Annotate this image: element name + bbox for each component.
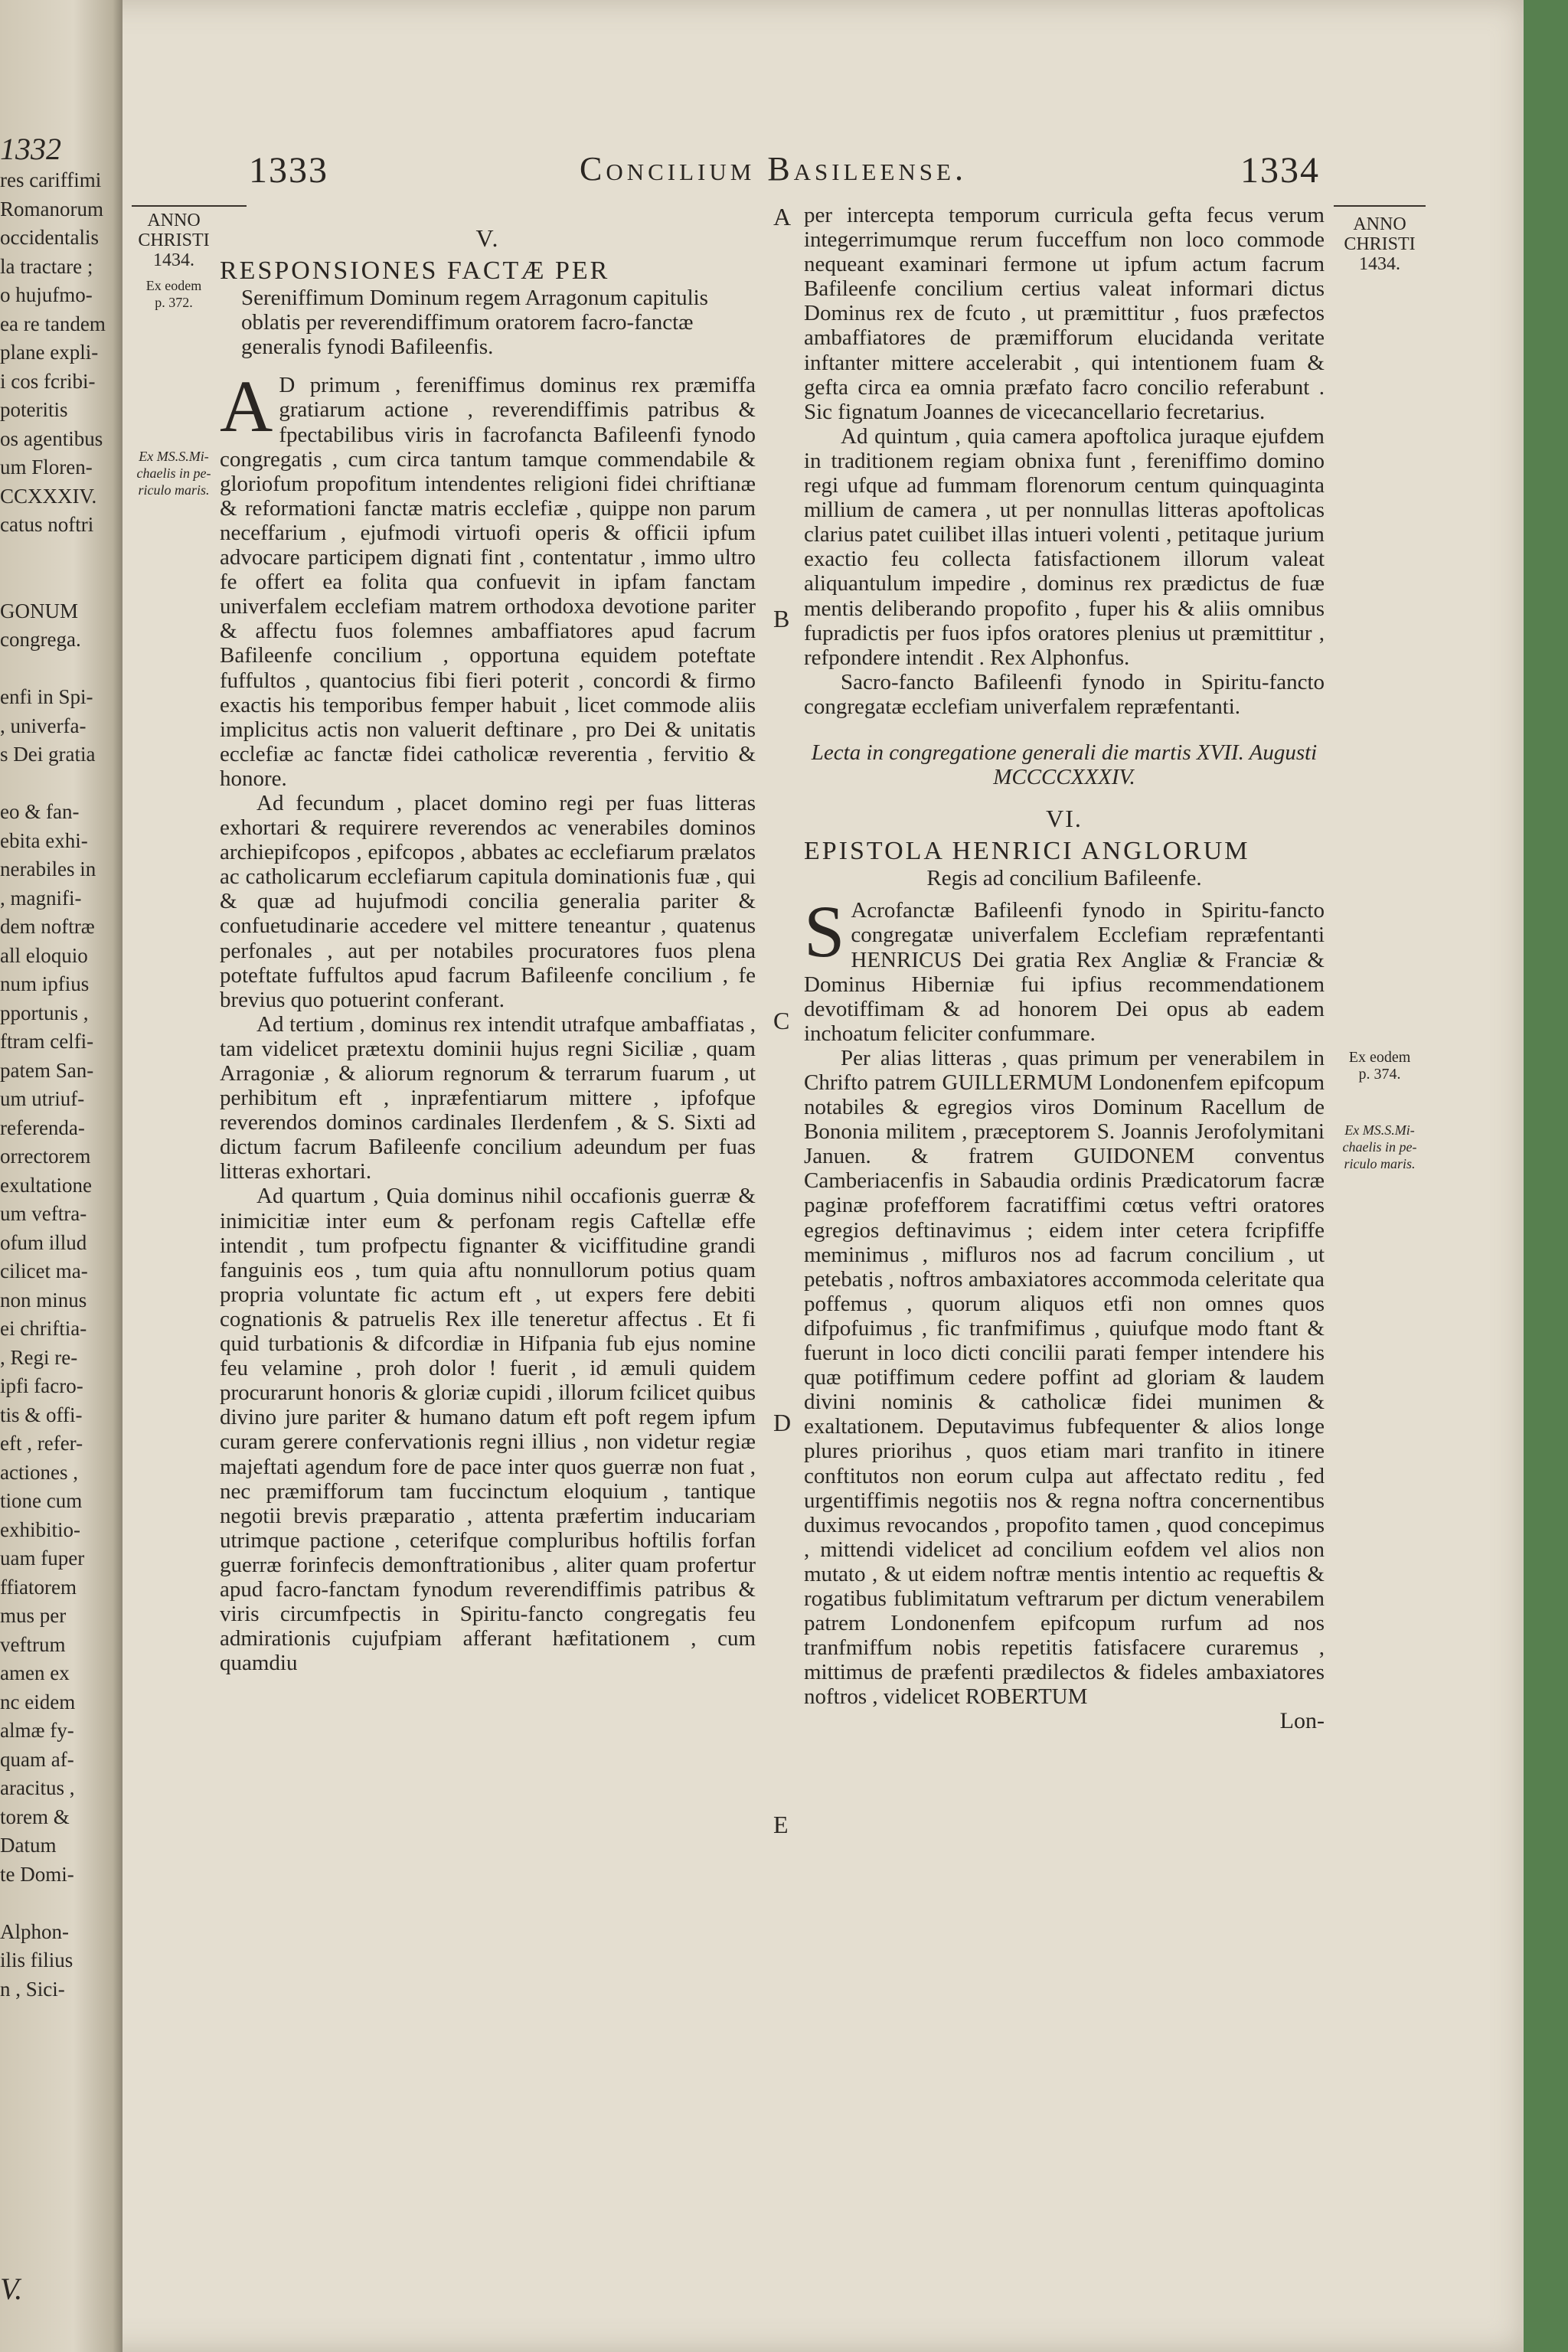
ex-eodem-left: Ex eodem p. 372. [145, 278, 202, 310]
section-subtitle-epistola: Regis ad concilium Bafileenfe. [926, 866, 1202, 891]
paragraph: Ad tertium , dominus rex intendit utrafque ambaffiatas , tam videlicet prætextu dominii hujus regni Siciliæ , quam Arragoniæ , & aliorum regnorum & terrarum fuarum , ut perhibitum eft , inpræfentiarum mittere , ipfofque reverendos dominos cardinales Ilerdenfem , & S. Sixti ad dictum facrum Bafileenfe concilium adeundum per fuas litteras exhortari. [220, 1011, 756, 1184]
drop-capital: S [804, 890, 845, 973]
margin-rule-right [1334, 205, 1426, 207]
section-title-epistola: EPISTOLA HENRICI ANGLORUM [804, 837, 1250, 866]
section-number-v: V. [475, 224, 500, 252]
facing-page-line: um veftra- [0, 1202, 87, 1225]
manuscript-source-right: Ex MS.S.Mi- chaelis in pe- riculo maris. [1342, 1122, 1417, 1171]
right-column [804, 203, 1325, 1734]
facing-page-line: res cariffimi [0, 168, 102, 191]
paragraph: per intercepta temporum curricula gefta fecus verum integerrimumque rerum fucceffum non loco commode nequeant examinari fermone ut ipfum actum facrum Bafileenfe concilium certius valeat informari dictus Dominus rex de fcuto , ut præmittitur , fuos præfectos ambaffiatores de præmifforum elucidanda veritate inftanter mittere accelerabit , qui intentionem fuam & gefta circa ea omnia præfato facro concilio referabunt . Sic fignatum Joannes de vicecancellario fecretarius. [804, 203, 1325, 424]
facing-page-line: poteritis [0, 398, 68, 421]
facing-page-number: 1332 [0, 138, 61, 161]
facing-page-line: num ipfius [0, 972, 90, 995]
section-subtitle-responsiones: Sereniffimum Dominum regem Arragonum capitulis oblatis per reverendiffimum oratorem facro-fanctæ generalis fynodi Bafileenfis. [241, 286, 708, 360]
section-letter-a: A [773, 203, 792, 230]
facing-page-line: ilis filius [0, 1949, 74, 1971]
catchword: Lon- [1279, 1708, 1325, 1734]
facing-page-line: uam fuper [0, 1547, 85, 1570]
lecta-note: Lecta in congregatione generali die martis XVII. Augusti MCCCCXXXIV. [811, 740, 1318, 790]
section-letter-c: C [773, 1007, 790, 1034]
margin-rule-left [132, 205, 247, 207]
facing-page-line: all eloquio [0, 943, 88, 967]
facing-page-line: ffiatorem [0, 1575, 77, 1599]
facing-page-line: , univerfa- [0, 714, 87, 737]
facing-page-line: pportunis , [0, 1001, 89, 1024]
facing-page-line: os agentibus [0, 426, 103, 450]
facing-page-line: Alphon- [0, 1919, 69, 1943]
paragraph: Sacro-fancto Bafileenfi fynodo in Spiritu-fancto congregatæ ecclefiam univerfalem repræfentanti. [804, 669, 1325, 719]
anno-christi-right: ANNO CHRISTI 1434. [1344, 214, 1416, 274]
facing-page-line: o hujufmo- [0, 283, 93, 306]
facing-page-line: , magnifi- [0, 886, 82, 910]
section-letter-d: D [773, 1409, 792, 1436]
facing-page-line: tione cum [0, 1489, 83, 1512]
paragraph: A D primum , fereniffimus dominus rex præmiffa gratiarum actione , reverendiffimis patribus & fpectabilibus viris in facrofancta Bafileenfi fynodo congregatis , cum circa tantum tamque commendabile & gloriofum propofitum intendentes religioni fidei chriftianæ & reformationi fanctæ matris ecclefiæ , quippe non parum neceffarium , ejufmodi virtuofi operis & officii ipfum advocare participem dignati fint , contentatur , immo ultro fe offert ea folita qua confuevit in ipfam fanctam univerfalem ecclefiam matrem orthodoxa devotione pariter & affectu fuos folemnes ambaffiatores apud facrum Bafileenfe concilium , opportuna equidem poteftate fuffultos , quantocius fibi fieri poterit , concordi & firmo exactis his temporibus femper habuit , licet commode aliis implicitus actis non valuerit deftinare , pro Dei & unitatis ecclefiæ ac fanctæ fidei catholicæ reverentia , fervitio & honore. [220, 365, 756, 791]
facing-page-line: CCXXXIV. [0, 484, 97, 508]
facing-page-line: occidentalis [0, 226, 99, 249]
facing-page-line: congrega. [0, 628, 81, 651]
facing-page-line: eft , refer- [0, 1432, 83, 1455]
facing-page-line: amen ex [0, 1661, 70, 1684]
facing-page-line: ftram celfi- [0, 1030, 94, 1053]
facing-page-line: n , Sici- [0, 1977, 65, 2001]
facing-page-line: um utriuf- [0, 1087, 85, 1110]
facing-page-line: patem San- [0, 1058, 94, 1082]
paragraph: Ad quartum , Quia dominus nihil occafionis guerræ & inimicitiæ inter eum & perfonam regis Caftellæ effe intendit , tum profpectu fignanter & viciffitudine grandi fanguinis eos , tum quia aftu nonnullorum potius quam propria voluntate fic actum eft , ut expers fere debiti cognationis & patruelis Rex ille teneretur affectus . Et fi quid turbationis & difcordiæ in Hifpania fub ejus nomine feu velamine , proh dolor ! fuerit , id æmuli quidem procurarunt honoris & gloriæ cupidi , illorum fcilicet quibus divino jure pariter & humano datum eft poft regem ipfum curam gerere confervationis regni illius , non videtur regiæ majeftati agendum fore de pace inter quos guerræ non fuat , nec præmifforum tam fuccinctum eloquium , tantique negotii brevis præparatio , attenta præfertim inducariam utrimque pactione , ceterifque compluribus hoftilis forfan guerræ forinfecis demonftrationibus , aliter quam profertur apud facro-fanctam fynodum reverendiffimis patribus & viris circumfpectis in Spiritu-fancto congregatis feu admirationis cujufpiam afferant hæfitationem , cum quamdiu [220, 1184, 756, 1676]
section-letter-e: E [773, 1811, 789, 1838]
facing-page-gutter [0, 0, 122, 2352]
paragraph: Per alias litteras , quas primum per venerabilem in Chrifto patrem GUILLERMUM Londonenfem epifcopum notabiles & egregios viros Dominum Racellum de Bononia militem , præceptorem S. Joannis Jerofolymitani Januen. & fratrem GUIDONEM conventus Camberiacenfis in Sabaudia ordinis Prædicatorum facræ paginæ profefforem facratiffimi cœtus veftri oratores egregios deftinavimus ; eidem inter cetera fcripfiffe meminimus , mifluros nos ad facrum concilium , ut petebatis , noftros ambaxiatores accommoda celeritate qua poffemus , quorum aliquos etfi non omnes quos difpofuimus , fic tranfmifimus , quiufque modo ftant & fuerunt in loco dicti concilii parati femper intendere his quæ potiffimum cedere poffint ad gloriam & laudem divini nominis & catholicæ fidei munimen & exaltationem. Deputavimus fubfequenter & alios longe plures priorihus , quos etiam mari tranfito in itinere conftitutos non eorum culpa aut affectato reditu , fed urgentiffimis negotiis nos & regna noftra concernentibus duximus revocandos , propofito tamen , quod concepimus , mittendi videlicet ad concilium eofdem vel alios non mutato , & ut eidem noftræ mentis intentio ac requeftis & rogatibus fublimitatum veftrarum per dictum venerabilem patrem Londonenfem epifcopum rurfum ad nos tranfmiffum nobis repetitis fatisfacere curaremus , mittimus de præfenti prædilectos & fideles ambaxiatores noftros , videlicet ROBERTUM [804, 1045, 1325, 1710]
facing-page-line: catus noftri [0, 513, 94, 536]
facing-page-line: ofum illud [0, 1230, 87, 1254]
facing-page-line: dem noftræ [0, 915, 95, 938]
paragraph: S Acrofanctæ Bafileenfi fynodo in Spiritu-fancto congregatæ univerfalem Ecclefiam repræfentanti HENRICUS Dei gratia Rex Angliæ & Franciæ & Dominus Hiberniæ fui ipfius recommendationem devotiffimam & ad honorem Dei opus ab eadem inchoatum feliciter confummare. [804, 890, 1325, 1046]
facing-page-line: enfi in Spi- [0, 685, 93, 708]
facing-page-line: Romanorum [0, 197, 103, 220]
drop-capital: A [220, 365, 273, 448]
facing-page-line: orrectorem [0, 1145, 91, 1168]
facing-page-line: la tractare ; [0, 254, 93, 278]
section-number-vi: VI. [1046, 805, 1083, 833]
facing-page-line: Datum [0, 1834, 57, 1857]
facing-page-signature: V. [0, 2278, 23, 2301]
facing-page-line: GONUM [0, 599, 79, 622]
facing-page-line: eo & fan- [0, 800, 80, 823]
right-page-number: 1334 [1240, 150, 1320, 191]
facing-page-line: ipfi facro- [0, 1374, 83, 1397]
facing-page-line: exultatione [0, 1173, 92, 1197]
paragraph: Ad fecundum , placet domino regi per fuas litteras exhortari & requirere reverendos ac venerabiles dominos archiepifcopos , epifcopos , abbates ac ecclefiarum prælatos ac catholicarum ecclefiarum capitula dominationis fuæ , qui & quæ ad hujufmodi concilia generalia pariter & confuetudinarie accedere vel mittere teneantur , quatenus perfonales , aut per notabiles procuratores fuos plena poteftate fuffultos apud facrum Bafileenfe concilium , fe brevius quo potuerint conferant. [220, 790, 756, 1012]
facing-page-line: quam af- [0, 1747, 74, 1771]
facing-page-line: nc eidem [0, 1690, 76, 1713]
paragraph: Ad quintum , quia camera apoftolica juraque ejufdem in traditionem regiam obnixa funt , fereniffimo domino regi ufque ad fummam florenorum centum quinquaginta millium de camera , ut per nonnullas litteras apoftolicas clarius patet cuilibet illas intueri volenti , petitaque jurium exactio feu collecta fatisfactionem illorum valeat aliquantulum impedire , dominus rex prædictus de fuæ mentis deliberando propofito , fuper his & aliis omnibus fupradictis per fuos ipfos oratores plenius ut præmittitur , refpondere intendit . Rex Alphonfus. [804, 423, 1325, 670]
facing-page-line: te Domi- [0, 1862, 74, 1886]
section-letter-b: B [773, 605, 790, 632]
facing-page-line: s Dei gratia [0, 743, 96, 766]
facing-page-line: , Regi re- [0, 1345, 78, 1369]
facing-page-line: torem & [0, 1805, 70, 1828]
facing-page-line: tis & offi- [0, 1403, 83, 1426]
left-page-number: 1333 [249, 150, 328, 191]
manuscript-source-left: Ex MS.S.Mi- chaelis in pe- riculo maris. [136, 449, 211, 498]
facing-page-line: um Floren- [0, 456, 93, 479]
facing-page-line: nerabiles in [0, 858, 96, 880]
facing-page-line: exhibitio- [0, 1517, 80, 1541]
ex-eodem-right: Ex eodem p. 374. [1348, 1049, 1411, 1083]
anno-christi-left: ANNO CHRISTI 1434. [138, 211, 210, 270]
facing-page-line: referenda- [0, 1116, 85, 1139]
left-column [220, 226, 756, 1675]
facing-page-line: actiones , [0, 1460, 78, 1484]
facing-page-line: almæ fy- [0, 1719, 74, 1742]
facing-page-line: ebita exhi- [0, 828, 88, 852]
running-title: Concilium Basileense. [579, 150, 967, 188]
facing-page-line: mus per [0, 1604, 67, 1627]
facing-page-line: i cos fcribi- [0, 369, 96, 393]
facing-page-line: non minus [0, 1288, 87, 1312]
facing-page-line: cilicet ma- [0, 1259, 88, 1282]
facing-page-line: plane expli- [0, 341, 99, 364]
facing-page-line: veftrum [0, 1632, 66, 1656]
section-title-responsiones: RESPONSIONES FACTÆ PER [220, 256, 610, 286]
facing-page-line: ei chriftia- [0, 1317, 87, 1340]
facing-page-line: aracitus , [0, 1776, 75, 1799]
facing-page-line: ea re tandem [0, 312, 106, 335]
